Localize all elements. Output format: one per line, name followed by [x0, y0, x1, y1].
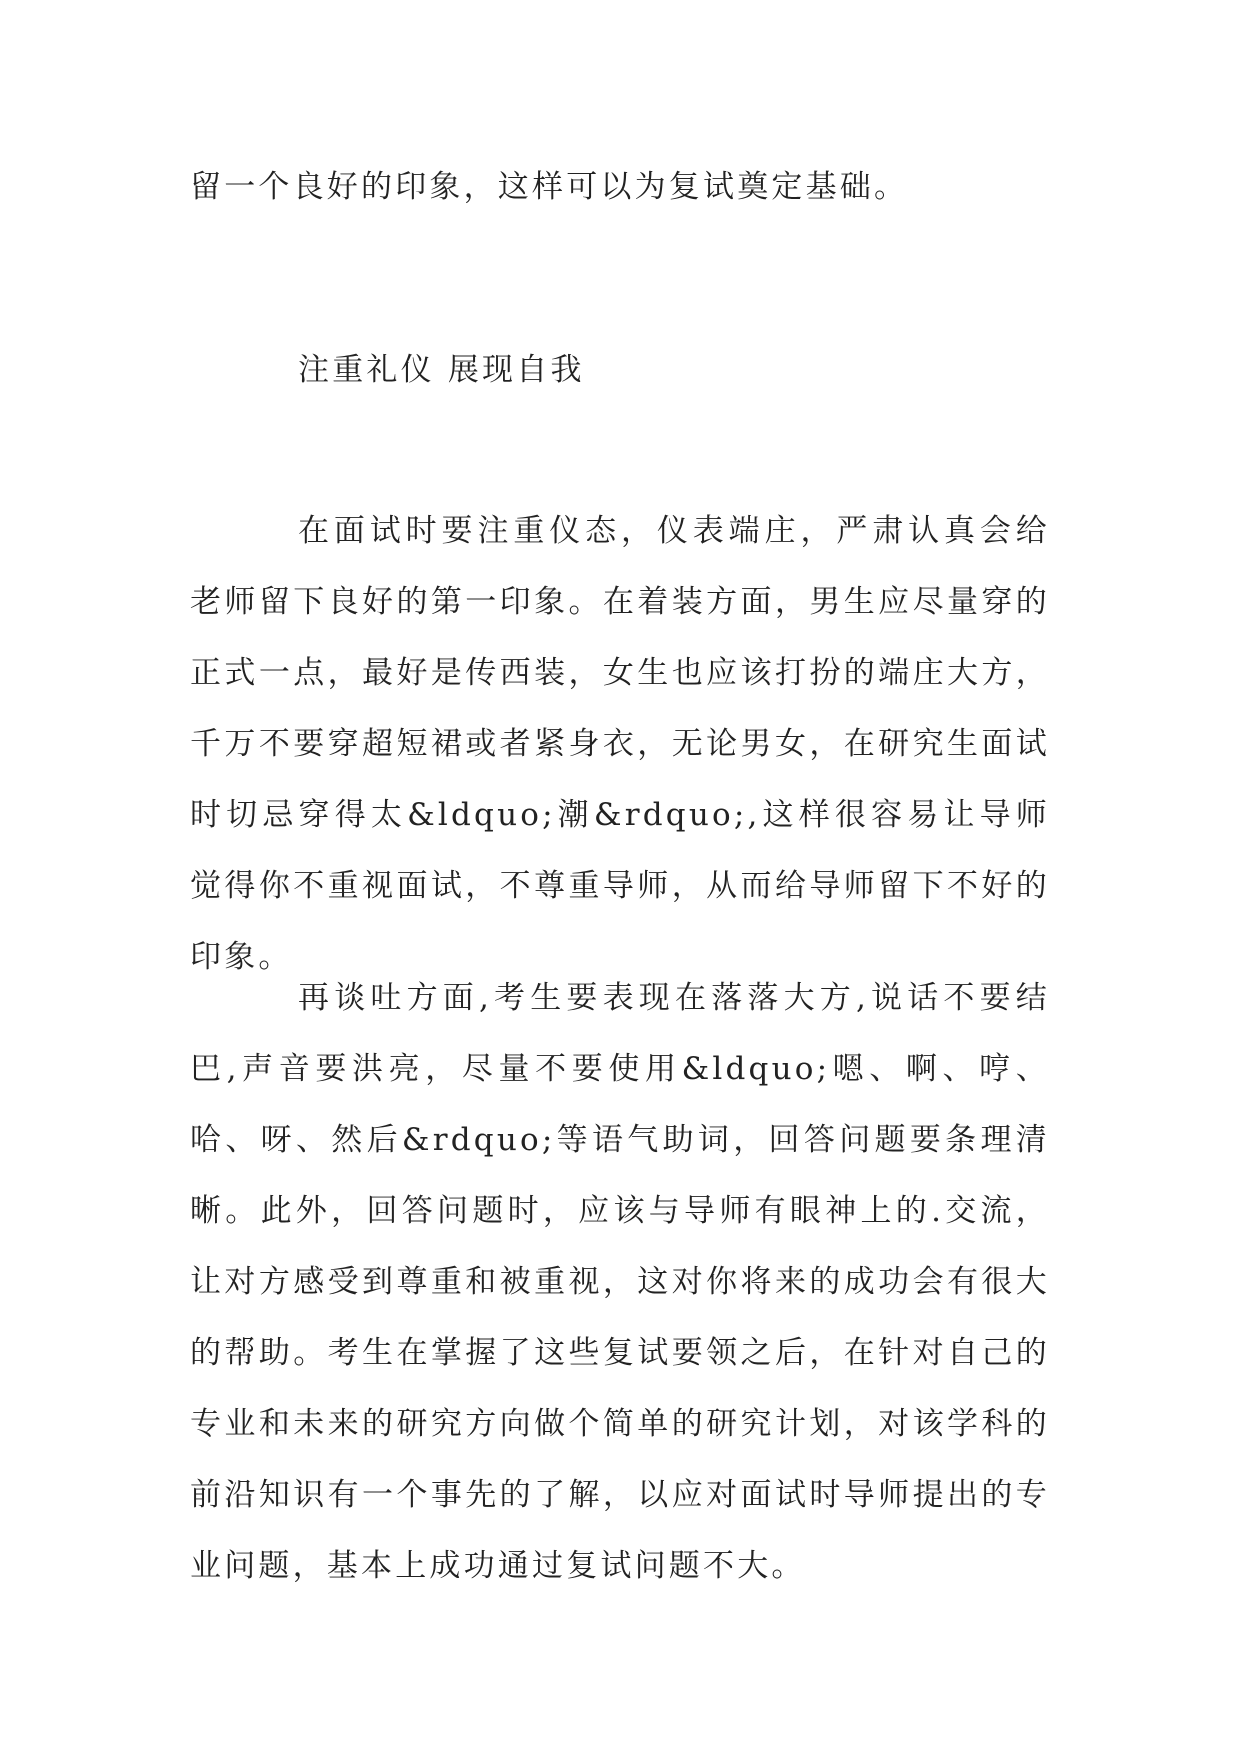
section-heading: 注重礼仪 展现自我	[298, 352, 585, 388]
paragraph-speech: 再谈吐方面,考生要表现在落落大方,说话不要结巴,声音要洪亮，尽量不要使用&ldquo;嗯、啊、哼、哈、呀、然后&rdquo;等语气助词，回答问题要条理清晰。此外，回答问题时，应该与导师有眼神上的.交流，让对方感受到尊重和被重视，这对你将来的成功会有很大的帮助。考生在掌握了这些复试要领之后，在针对自己的专业和未来的研究方向做个简单的研究计划，对该学科的前沿知识有一个事先的了解，以应对面试时导师提出的专业问题，基本上成功通过复试问题不大。	[190, 980, 1050, 1584]
paragraph-continuation: 留一个良好的印象，这样可以为复试奠定基础。	[190, 169, 909, 205]
paragraph-etiquette: 在面试时要注重仪态，仪表端庄，严肃认真会给老师留下良好的第一印象。在着装方面，男生应尽量穿的正式一点，最好是传西装，女生也应该打扮的端庄大方，千万不要穿超短裙或者紧身衣，无论男女，在研究生面试时切忌穿得太&ldquo;潮&rdquo;,这样很容易让导师觉得你不重视面试，不尊重导师，从而给导师留下不好的印象。	[190, 513, 1050, 975]
